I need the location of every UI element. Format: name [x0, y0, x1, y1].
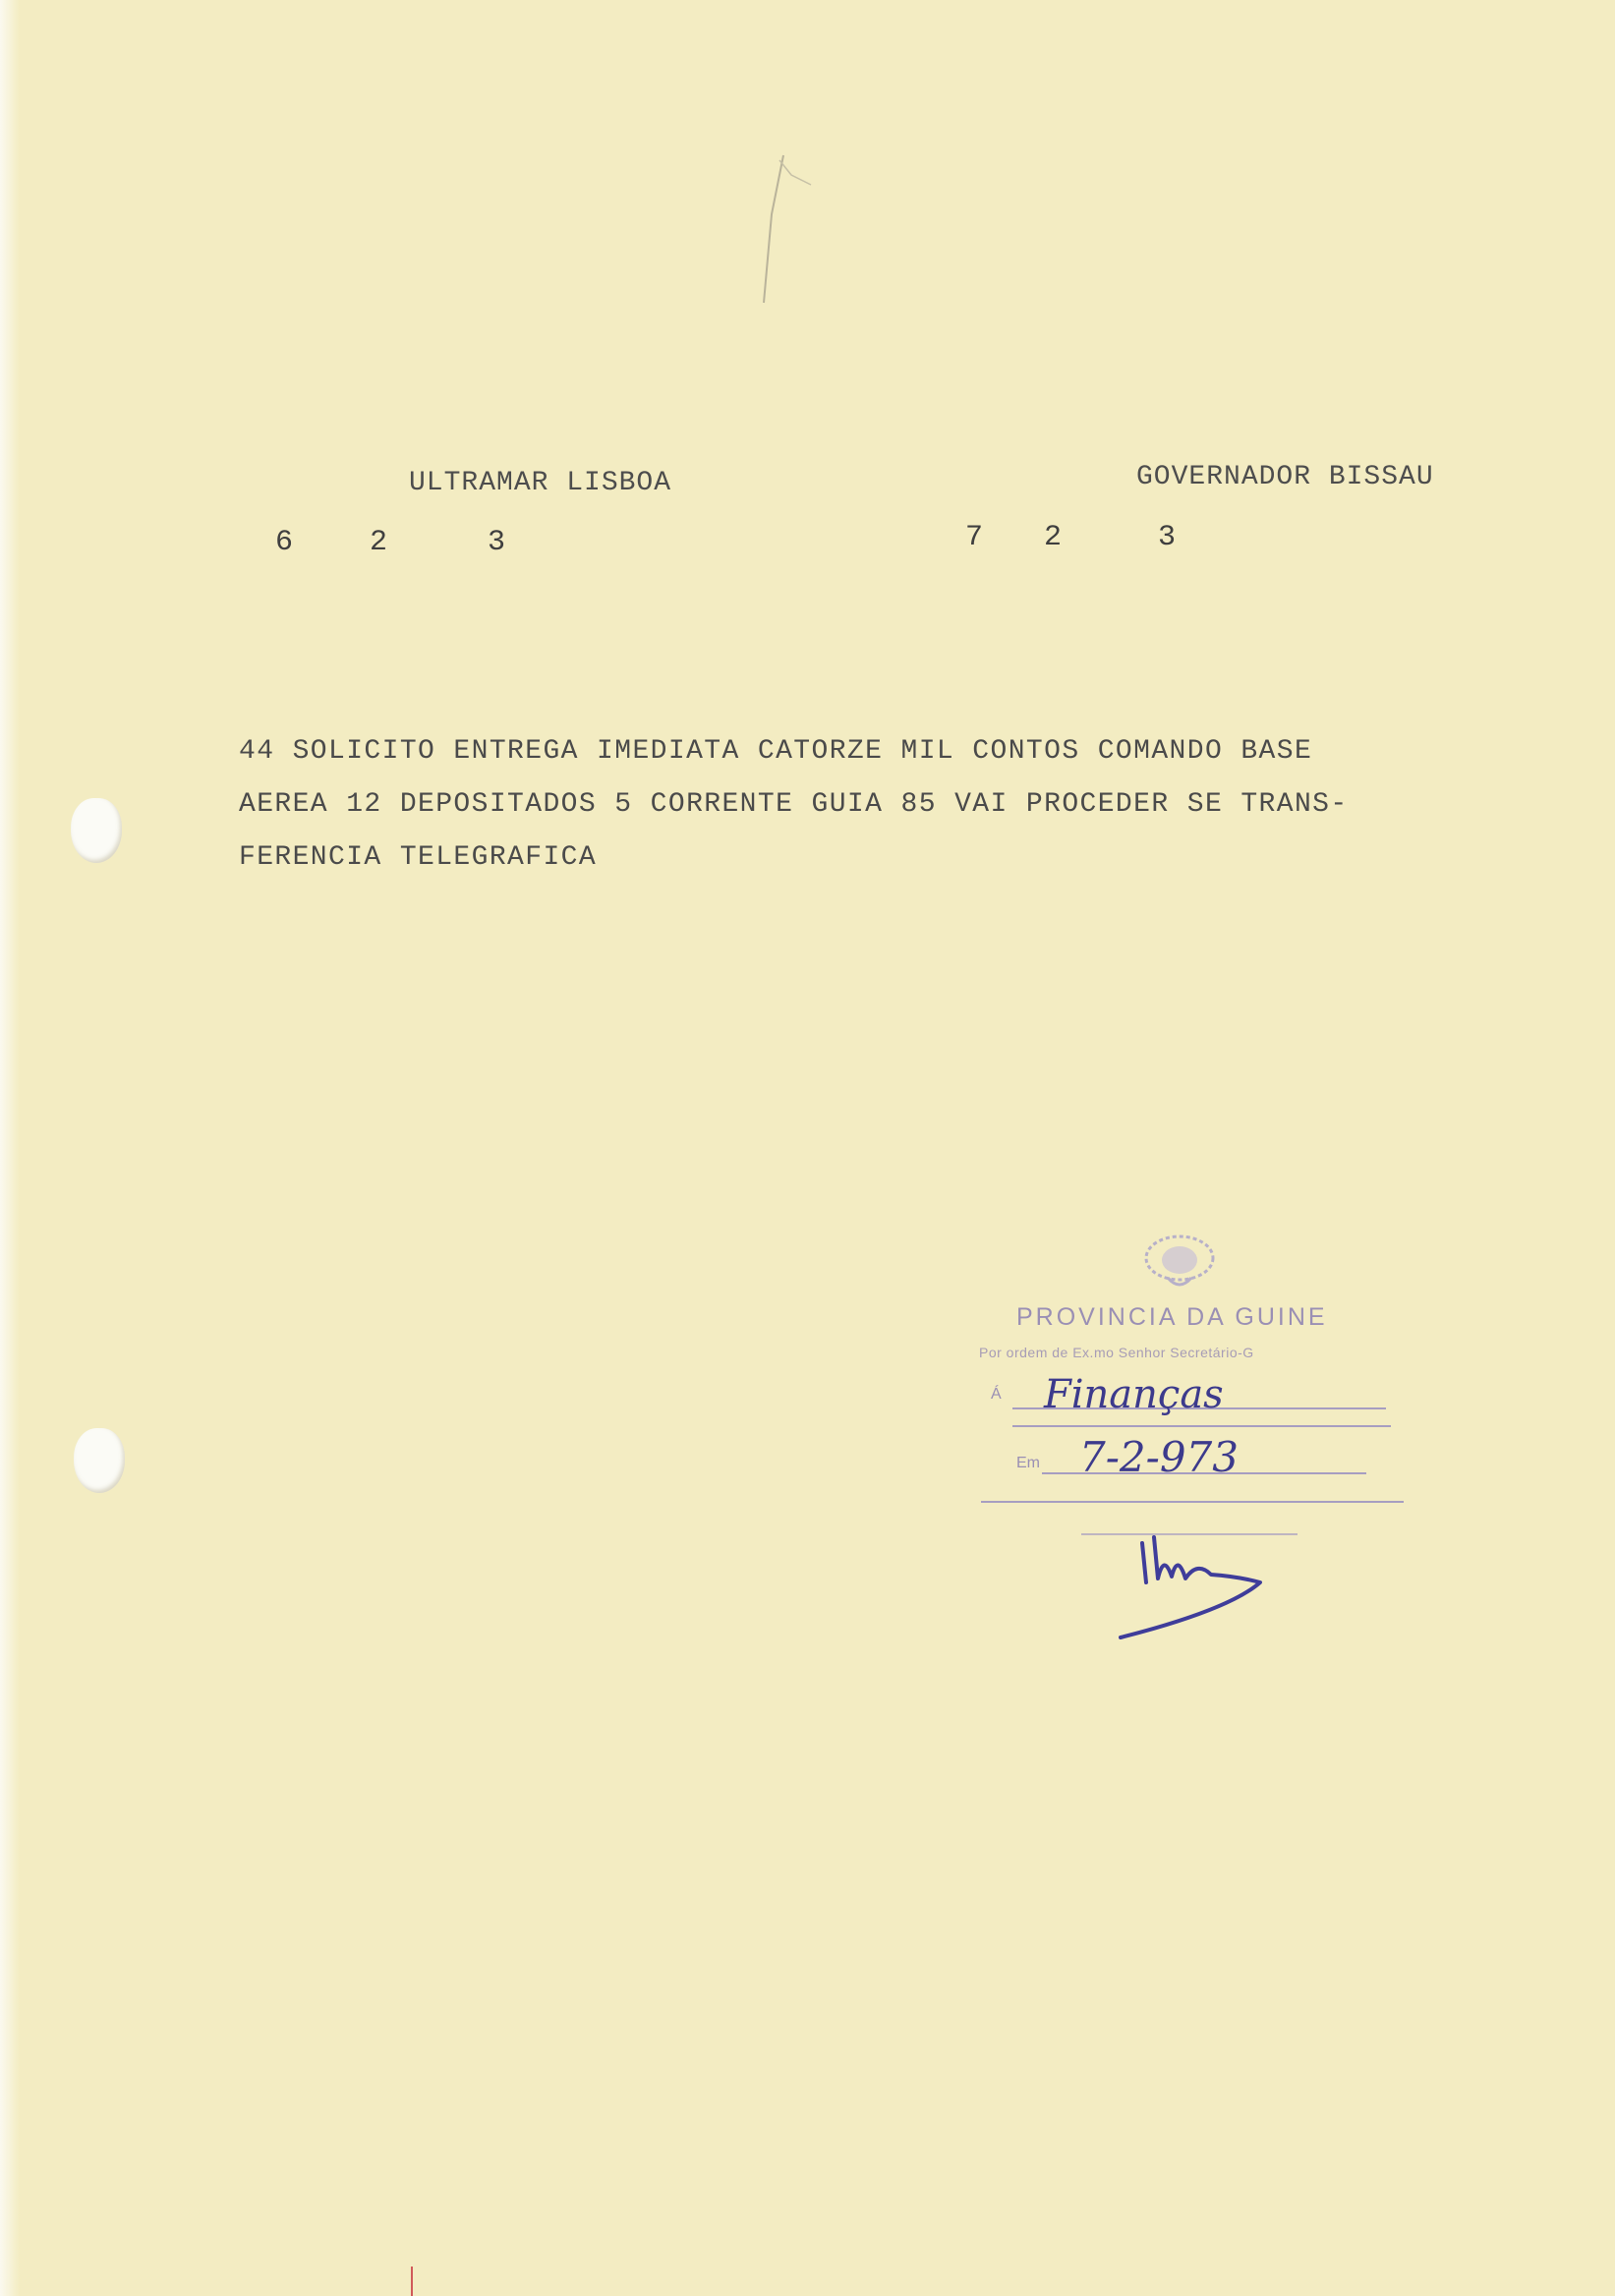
stamp-separator-line: [1012, 1425, 1391, 1427]
stamp-to-label: Á: [991, 1386, 1002, 1403]
punch-hole-top: [71, 798, 122, 863]
sender-code-digit-1: 6: [275, 526, 294, 559]
coat-of-arms-icon: [1140, 1229, 1219, 1295]
stamp-date-label: Em: [1016, 1455, 1040, 1471]
stamp-order-line: Por ordem de Ex.mo Senhor Secretário-G: [979, 1345, 1254, 1360]
recipient-code-digit-2: 2: [1044, 521, 1063, 554]
sender-label: ULTRAMAR LISBOA: [409, 468, 672, 498]
recipient-label: GOVERNADOR BISSAU: [1136, 462, 1434, 492]
recipient-code-digit-3: 3: [1158, 521, 1177, 554]
stamp-date-value: 7-2-973: [1079, 1433, 1239, 1481]
signature-mark: [1081, 1484, 1307, 1641]
pencil-mark: [742, 136, 821, 313]
official-stamp: [973, 1229, 1425, 1641]
stamp-title: PROVINCIA DA GUINE: [1016, 1303, 1328, 1331]
margin-mark: [411, 2267, 413, 2296]
message-line: AEREA 12 DEPOSITADOS 5 CORRENTE GUIA 85 VAI PROCEDER SE TRANS-: [239, 789, 1349, 820]
sender-code-digit-2: 2: [370, 526, 388, 559]
message-line: FERENCIA TELEGRAFICA: [239, 842, 598, 873]
stamp-to-value: Finanças: [1044, 1372, 1224, 1417]
message-body: [239, 725, 1487, 885]
punch-hole-bottom: [74, 1428, 125, 1493]
sender-code-digit-3: 3: [488, 526, 506, 559]
paper-left-edge: [0, 0, 20, 2296]
message-line: 44 SOLICITO ENTREGA IMEDIATA CATORZE MIL CONTOS COMANDO BASE: [239, 736, 1313, 767]
recipient-code-digit-1: 7: [965, 521, 984, 554]
